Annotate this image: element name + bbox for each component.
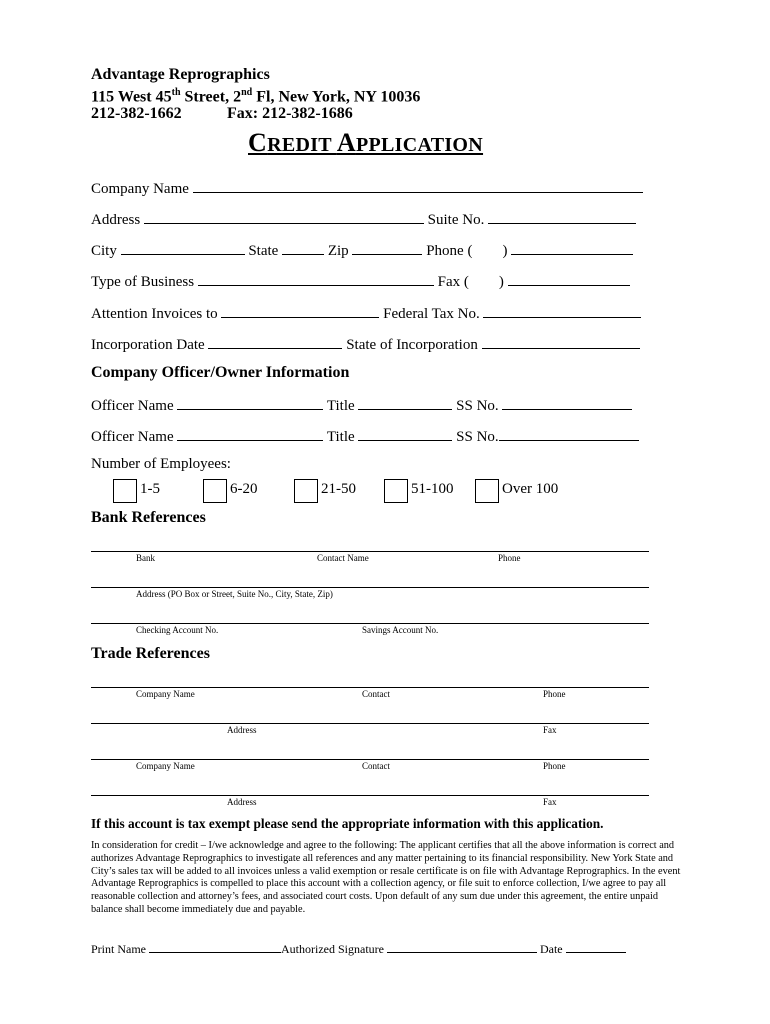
trade-phone-label: Phone: [543, 689, 566, 699]
city-row: City State Zip Phone ( ): [91, 241, 633, 260]
officer-row-2: Officer Name Title SS No.: [91, 427, 639, 446]
trade-line-3[interactable]: [91, 759, 649, 760]
trade-line-2[interactable]: [91, 723, 649, 724]
suite-line[interactable]: [488, 210, 636, 224]
bank-phone-label: Phone: [498, 553, 521, 563]
signature-row: Print Name Authorized Signature Date: [91, 942, 626, 957]
employees-checkbox-21-50[interactable]: [294, 479, 318, 503]
company-name: Advantage Reprographics: [91, 66, 270, 83]
tax-exempt-notice: If this account is tax exempt please send the appropriate information with this application.: [91, 816, 604, 831]
business-type-line[interactable]: [198, 272, 434, 286]
trade-contact-label: Contact: [362, 689, 390, 699]
state-of-incorporation-line[interactable]: [482, 335, 640, 349]
officer-ss-line[interactable]: [499, 427, 639, 441]
officer-name-line[interactable]: [177, 427, 323, 441]
trade-fax-label: Fax: [543, 725, 557, 735]
employees-checkbox-51-100[interactable]: [384, 479, 408, 503]
officer-ss-line[interactable]: [502, 396, 632, 410]
officer-title-line[interactable]: [358, 396, 452, 410]
date-line[interactable]: [566, 942, 626, 953]
checking-label: Checking Account No.: [136, 625, 219, 635]
bank-contact-label: Contact Name: [317, 553, 369, 563]
company-name-line[interactable]: [193, 179, 643, 193]
trade-line-1[interactable]: [91, 687, 649, 688]
bank-address-label: Address (PO Box or Street, Suite No., City, State, Zip): [136, 589, 333, 599]
company-fax: Fax: 212-382-1686: [227, 105, 353, 122]
company-address: 115 West 45th Street, 2nd Fl, New York, NY 10036: [91, 87, 421, 106]
savings-label: Savings Account No.: [362, 625, 439, 635]
trade-fax-label: Fax: [543, 797, 557, 807]
bank-label: Bank: [136, 553, 155, 563]
officer-title-line[interactable]: [358, 427, 452, 441]
bank-line-3[interactable]: [91, 623, 649, 624]
federal-tax-line[interactable]: [483, 304, 641, 318]
invoices-row: Attention Invoices to Federal Tax No.: [91, 304, 641, 323]
employees-label: Number of Employees:: [91, 456, 231, 472]
trade-phone-label: Phone: [543, 761, 566, 771]
employees-checkbox-6-20[interactable]: [203, 479, 227, 503]
company-name-field[interactable]: Company Name: [91, 179, 643, 198]
trade-company-label: Company Name: [136, 761, 195, 771]
officer-section-heading: Company Officer/Owner Information: [91, 364, 350, 381]
trade-company-label: Company Name: [136, 689, 195, 699]
incorporation-date-line[interactable]: [208, 335, 342, 349]
trade-contact-label: Contact: [362, 761, 390, 771]
employees-option-label: 6-20: [230, 481, 258, 497]
incorporation-row: Incorporation Date State of Incorporation: [91, 335, 640, 354]
trade-line-4[interactable]: [91, 795, 649, 796]
attention-invoices-line[interactable]: [221, 304, 379, 318]
address-line[interactable]: [144, 210, 424, 224]
trade-address-label: Address: [227, 797, 257, 807]
employees-checkbox-over-100[interactable]: [475, 479, 499, 503]
authorized-signature-line[interactable]: [387, 942, 537, 953]
employees-option-label: 21-50: [321, 481, 356, 497]
employees-checkbox-1-5[interactable]: [113, 479, 137, 503]
employees-option-label: Over 100: [502, 481, 559, 497]
agreement-text: In consideration for credit – I/we acknowledge and agree to the following: The applicant certifies that all the above information is correct and authorizes Advantage Reprographics to investigate all references and any matter pertaining to its financial responsibility. New York State and City’s sales tax will be added to all invoices unless a valid exemption or resale certificate is on file with Advantage Reprographics. In the event Advantage Reprographics is compelled to place this account with a collection agency, or file suit to enforce collection, I/we agree to pay all reasonable collection and attorney’s fees, and associated court costs. Upon default of any sum due under this agreement, the entire unpaid balance shall become immediately due and payable.: [91, 840, 681, 915]
employees-option-label: 51-100: [411, 481, 454, 497]
employees-option-label: 1-5: [140, 481, 160, 497]
address-row: Address Suite No.: [91, 210, 636, 229]
city-line[interactable]: [121, 241, 245, 255]
state-line[interactable]: [282, 241, 324, 255]
bank-line-1[interactable]: [91, 551, 649, 552]
zip-line[interactable]: [352, 241, 422, 255]
company-phone: 212-382-1662: [91, 105, 182, 122]
bank-line-2[interactable]: [91, 587, 649, 588]
officer-name-line[interactable]: [177, 396, 323, 410]
phone-line[interactable]: [511, 241, 633, 255]
print-name-line[interactable]: [149, 942, 281, 953]
business-row: Type of Business Fax ( ): [91, 272, 630, 291]
fax-line[interactable]: [508, 272, 630, 286]
bank-section-heading: Bank References: [91, 509, 206, 526]
officer-row-1: Officer Name Title SS No.: [91, 396, 632, 415]
page-title: CREDIT APPLICATION: [248, 128, 484, 157]
trade-section-heading: Trade References: [91, 645, 210, 662]
trade-address-label: Address: [227, 725, 257, 735]
